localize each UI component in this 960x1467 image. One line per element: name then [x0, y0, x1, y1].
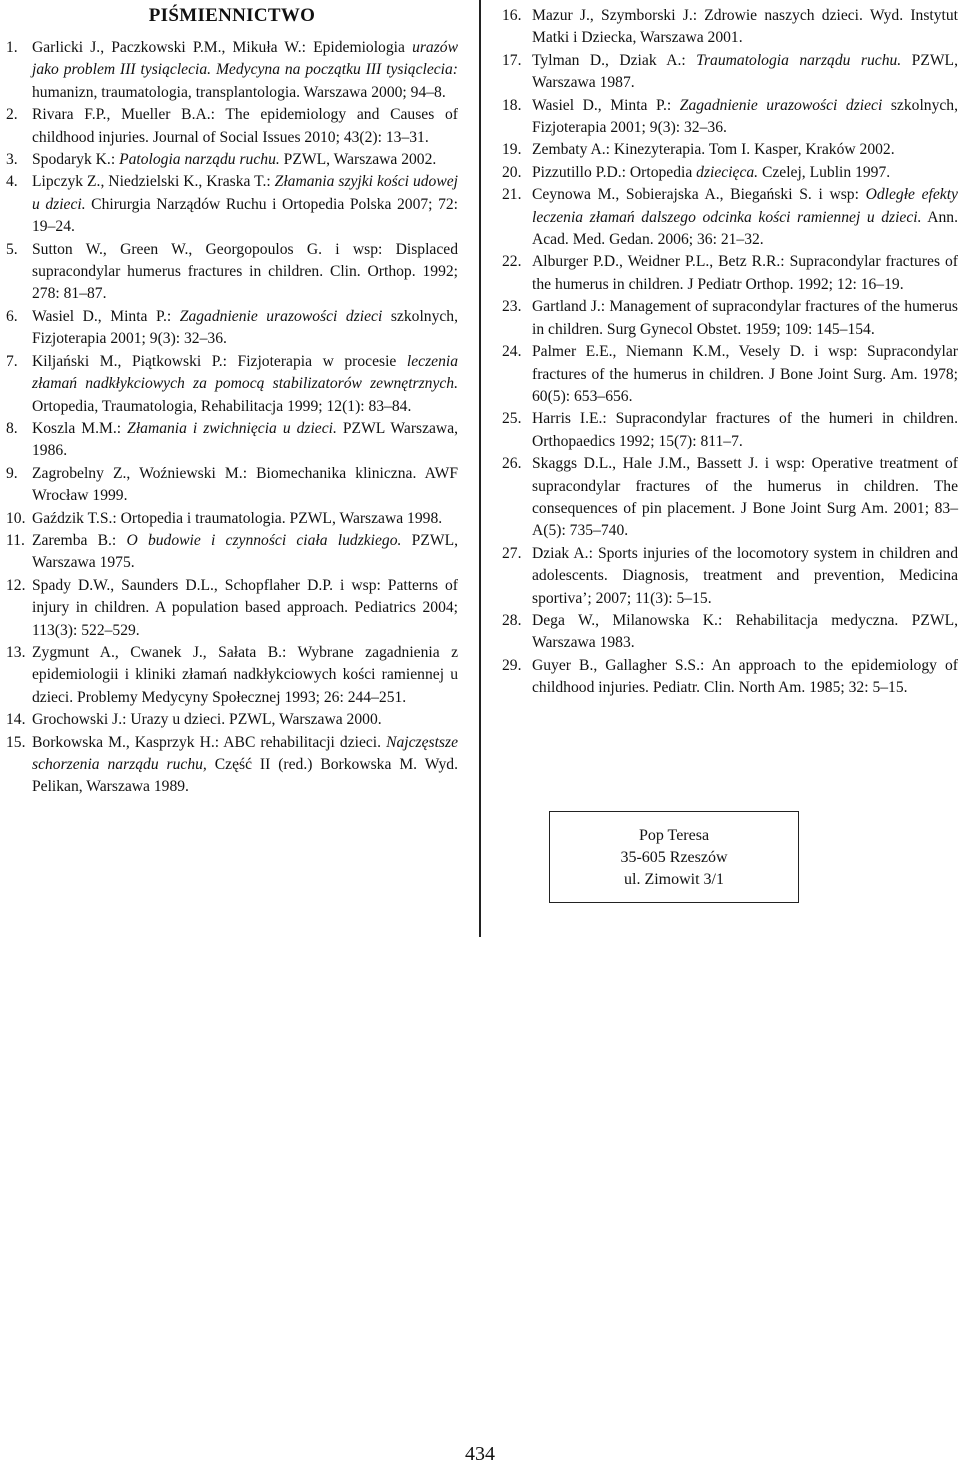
reference-item: [502, 251, 958, 296]
reference-text-segment: Harris I.E.: Supracondylar fractures of the humeri in children. Orthopaedics 1992; 15(7): 811–7.: [532, 410, 958, 450]
reference-title-italic: urazów jako problem III tysiąclecia.: [32, 39, 458, 79]
reference-item: [6, 508, 458, 530]
reference-number: 16.: [502, 7, 522, 24]
reference-text-segment: Palmer E.E., Niemann K.M., Vesely D. i wsp: Supracondylar fractures of the humerus in children. J Bone Joint Surg. Am. 1978; 60(5): 653–656.: [532, 343, 958, 405]
reference-item: [502, 162, 958, 184]
reference-item: [502, 453, 958, 543]
reference-item: [6, 732, 458, 799]
reference-text: [32, 104, 458, 149]
reference-item: [502, 610, 958, 655]
reference-list-right: [502, 5, 958, 700]
reference-number: 28.: [502, 611, 522, 629]
reference-number: 20.: [502, 163, 522, 181]
reference-text: [532, 296, 958, 341]
right-column: [502, 0, 958, 700]
reference-text-segment: Garlicki J., Paczkowski P.M., Mikuła W.: Epidemiologia: [32, 39, 413, 56]
reference-title-italic: Złamania i zwichnięcia u dzieci.: [127, 419, 337, 437]
reference-text-segment: Koszla M.M.:: [32, 419, 128, 437]
reference-text-segment: Czelej, Lublin 1997.: [758, 163, 891, 181]
reference-text: [32, 306, 458, 351]
reference-number: 24.: [502, 343, 522, 361]
reference-item: [502, 184, 958, 251]
reference-item: [6, 306, 458, 351]
reference-text-segment: Lipczyk Z., Niedzielski K., Kraska T.:: [32, 173, 275, 191]
reference-text-segment: szkolnych, Fizjoterapia 2001; 9(3): 32–36.: [532, 96, 958, 137]
reference-number: 1.: [6, 39, 18, 56]
reference-text-segment: PZWL, Warszawa 1975.: [32, 531, 458, 572]
reference-text-segment: Kiljański M., Piątkowski P.: Fizjoterapia w procesie: [32, 352, 407, 370]
reference-number: 21.: [502, 186, 522, 204]
reference-text-segment: Spodaryk K.:: [32, 151, 120, 169]
address-street: ul. Zimowit 3/1: [624, 871, 724, 888]
reference-number: 9.: [6, 464, 18, 482]
reference-text-segment: PZWL Warszawa, 1986.: [32, 419, 459, 460]
reference-item: [6, 709, 458, 731]
address-postal: 35-605 Rzeszów: [620, 849, 728, 866]
reference-title-italic: Odległe efekty leczenia złamań dalszego odcinka kości ramiennej u dzieci.: [532, 186, 958, 226]
address-name: Pop Teresa: [638, 827, 710, 844]
reference-text: [532, 50, 958, 95]
reference-text: [32, 575, 458, 642]
reference-number: 7.: [6, 352, 18, 370]
reference-number: 4.: [6, 173, 18, 191]
reference-number: 13.: [6, 643, 26, 661]
reference-text-segment: Rivara F.P., Mueller B.A.: The epidemiology and Causes of childhood injuries. Journal of Social Issues 2010; 43(2): 13–31.: [32, 106, 458, 146]
reference-number: 19.: [502, 141, 522, 159]
reference-number: 22.: [502, 253, 522, 271]
reference-text: [32, 37, 458, 104]
reference-item: [502, 543, 958, 610]
reference-item: [6, 37, 458, 104]
reference-number: 6.: [6, 307, 18, 325]
reference-item: [502, 5, 958, 50]
reference-text: [32, 463, 458, 508]
reference-text-segment: Skaggs D.L., Hale J.M., Bassett J. i wsp: Operative treatment of supracondylar fractures of the humerus in children. The consequences of pin placement. J Bone Joint Surg Am. 2001; 83–A(5): 735–740.: [532, 455, 958, 540]
reference-text-segment: szkolnych, Fizjoterapia 2001; 9(3): 32–36.: [32, 307, 458, 348]
reference-text: [32, 732, 458, 799]
reference-number: 12.: [6, 576, 26, 594]
reference-title-italic: O budowie i czynności ciała ludzkiego.: [126, 531, 402, 549]
reference-text: [532, 408, 958, 453]
reference-item: [6, 104, 458, 149]
reference-text: [32, 351, 458, 418]
reference-text: [532, 453, 958, 543]
reference-text: [32, 239, 458, 306]
reference-text-segment: Dega W., Milanowska K.: Rehabilitacja medyczna. PZWL, Warszawa 1983.: [532, 611, 958, 652]
reference-text-segment: Dziak A.: Sports injuries of the locomotory system in children and adolescents. Diagnosis, treatment and prevention, Medicina sportiva’; 2007; 11(3): 5–15.: [532, 544, 958, 607]
reference-text: [32, 418, 458, 463]
reference-text-segment: Wasiel D., Minta P.:: [32, 307, 180, 325]
reference-text-segment: Sutton W., Green W., Georgopoulos G. i wsp: Displaced supracondylar humerus fractures in children. Clin. Orthop. 1992; 278: 81–87.: [32, 240, 458, 303]
reference-title-italic: Medycyna na początku III tysiąclecia:: [215, 61, 458, 79]
reference-text-segment: Pizzutillo P.D.: Ortopedia: [532, 163, 697, 181]
reference-text-segment: Część II (red.) Borkowska M. Wyd. Pelikan, Warszawa 1989.: [32, 756, 458, 796]
reference-item: [502, 296, 958, 341]
reference-text: [532, 341, 958, 408]
reference-text-segment: Ortopedia, Traumatologia, Rehabilitacja 1999; 12(1): 83–84.: [32, 397, 412, 415]
reference-text: [32, 709, 458, 731]
reference-number: 17.: [502, 51, 522, 69]
page-number: 434: [465, 1443, 495, 1465]
reference-text-segment: humanizn, traumatologia, transplantologia. Warszawa 2000; 94–8.: [32, 83, 446, 101]
reference-number: 10.: [6, 509, 26, 527]
reference-title-italic: Złamania szyjki kości udowej u dzieci.: [32, 173, 458, 213]
reference-text-segment: Mazur J., Szymborski J.: Zdrowie naszych dzieci. Wyd. Instytut Matki i Dziecka, Warszawa 2001.: [532, 7, 958, 47]
reference-item: [502, 655, 958, 700]
reference-title-italic: Zagadnienie urazowości dzieci: [179, 307, 383, 325]
reference-text-segment: Gartland J.: Management of supracondylar fractures of the humerus in children. Surg Gynecol Obstet. 1959; 109: 145–154.: [532, 298, 958, 338]
reference-text: [532, 251, 958, 296]
reference-item: [502, 95, 958, 140]
reference-title-italic: leczenia złamań nadkłykciowych za pomocą stabilizatorów zewnętrznych.: [32, 352, 458, 393]
reference-text-segment: Zembaty A.: Kinezyterapia. Tom I. Kasper, Kraków 2002.: [532, 141, 895, 159]
reference-item: [502, 408, 958, 453]
reference-title-italic: Patologia narządu ruchu.: [119, 151, 280, 169]
reference-text-segment: Zygmunt A., Cwanek J., Sałata B.: Wybrane zagadnienia z epidemiologii i kliniki złamań nadkłykciowych kości ramiennej u dzieci. Problemy Medycyny Społecznej 1993; 26: 244–251.: [32, 643, 458, 706]
reference-item: [6, 149, 458, 171]
reference-number: 26.: [502, 455, 522, 473]
reference-text-segment: PZWL, Warszawa 1987.: [532, 51, 958, 92]
reference-text: [532, 655, 958, 700]
reference-number: 14.: [6, 711, 26, 729]
references-heading: PIŚMIENNICTWO: [148, 5, 316, 26]
reference-item: [502, 50, 958, 95]
reference-number: 27.: [502, 544, 522, 562]
reference-text-segment: Alburger P.D., Weidner P.L., Betz R.R.: Supracondylar fractures of the humerus in children. J Pediatr Orthop. 1992; 12: 16–19.: [532, 253, 958, 293]
reference-item: [6, 642, 458, 709]
reference-title-italic: Najczęstsze schorzenia narządu ruchu,: [32, 733, 458, 773]
reference-text: [532, 139, 958, 161]
reference-number: 15.: [6, 733, 26, 751]
reference-number: 23.: [502, 298, 522, 316]
reference-text-segment: Spady D.W., Saunders D.L., Schopflaher D.P. i wsp: Patterns of injury in children. A population based approach. Pediatrics 2004; 113(3): 522–529.: [32, 576, 458, 639]
reference-title-italic: dziecięca.: [696, 163, 759, 181]
reference-text-segment: Ann. Acad. Med. Gedan. 2006; 36: 21–32.: [532, 208, 958, 249]
reference-list-left: [6, 37, 458, 799]
reference-number: 11.: [6, 531, 25, 549]
reference-text-segment: Chirurgia Narządów Ruchu i Ortopedia Polska 2007; 72: 19–24.: [32, 195, 458, 236]
reference-number: 18.: [502, 96, 522, 114]
reference-text-segment: Zagrobelny Z., Woźniewski M.: Biomechanika kliniczna. AWF Wrocław 1999.: [32, 464, 458, 505]
reference-text-segment: Gaździk T.S.: Ortopedia i traumatologia. PZWL, Warszawa 1998.: [32, 509, 443, 527]
reference-item: [6, 530, 458, 575]
reference-text-segment: PZWL, Warszawa 2002.: [279, 151, 437, 169]
reference-item: [6, 575, 458, 642]
reference-number: 29.: [502, 656, 522, 674]
reference-item: [502, 139, 958, 161]
reference-text-segment: Borkowska M., Kasprzyk H.: ABC rehabilitacji dzieci.: [32, 733, 387, 751]
reference-text: [32, 530, 458, 575]
reference-number: 2.: [6, 106, 18, 124]
reference-item: [6, 171, 458, 238]
reference-text-segment: Zaremba B.:: [32, 531, 127, 549]
reference-text: [532, 95, 958, 140]
reference-text: [532, 162, 958, 184]
reference-number: 8.: [6, 419, 18, 437]
reference-number: 5.: [6, 240, 18, 258]
reference-text: [532, 610, 958, 655]
reference-text: [32, 508, 458, 530]
reference-item: [502, 341, 958, 408]
reference-text-segment: Grochowski J.: Urazy u dzieci. PZWL, Warszawa 2000.: [32, 711, 382, 729]
reference-title-italic: Traumatologia narządu ruchu.: [696, 51, 902, 69]
reference-text-segment: Guyer B., Gallagher S.S.: An approach to the epidemiology of childhood injuries. Pediatr. Clin. North Am. 1985; 32: 5–15.: [532, 656, 958, 697]
left-column: [6, 0, 458, 799]
reference-text: [32, 642, 458, 709]
reference-text-segment: Ceynowa M., Sobierajska A., Biegański S. i wsp:: [532, 186, 866, 204]
reference-item: [6, 351, 458, 418]
reference-text-segment: Wasiel D., Minta P.:: [532, 96, 680, 114]
reference-number: 25.: [502, 410, 522, 428]
column-divider: [479, 0, 481, 937]
reference-text: [532, 543, 958, 610]
correspondence-address-box: [549, 811, 799, 903]
reference-item: [6, 418, 458, 463]
reference-title-italic: Zagadnienie urazowości dzieci: [679, 96, 883, 114]
reference-item: [6, 239, 458, 306]
reference-text: [532, 5, 958, 50]
reference-text: [32, 149, 458, 171]
reference-number: 3.: [6, 151, 18, 169]
reference-text: [32, 171, 458, 238]
reference-item: [6, 463, 458, 508]
reference-text-segment: Tylman D., Dziak A.:: [532, 51, 697, 69]
reference-text: [532, 184, 958, 251]
